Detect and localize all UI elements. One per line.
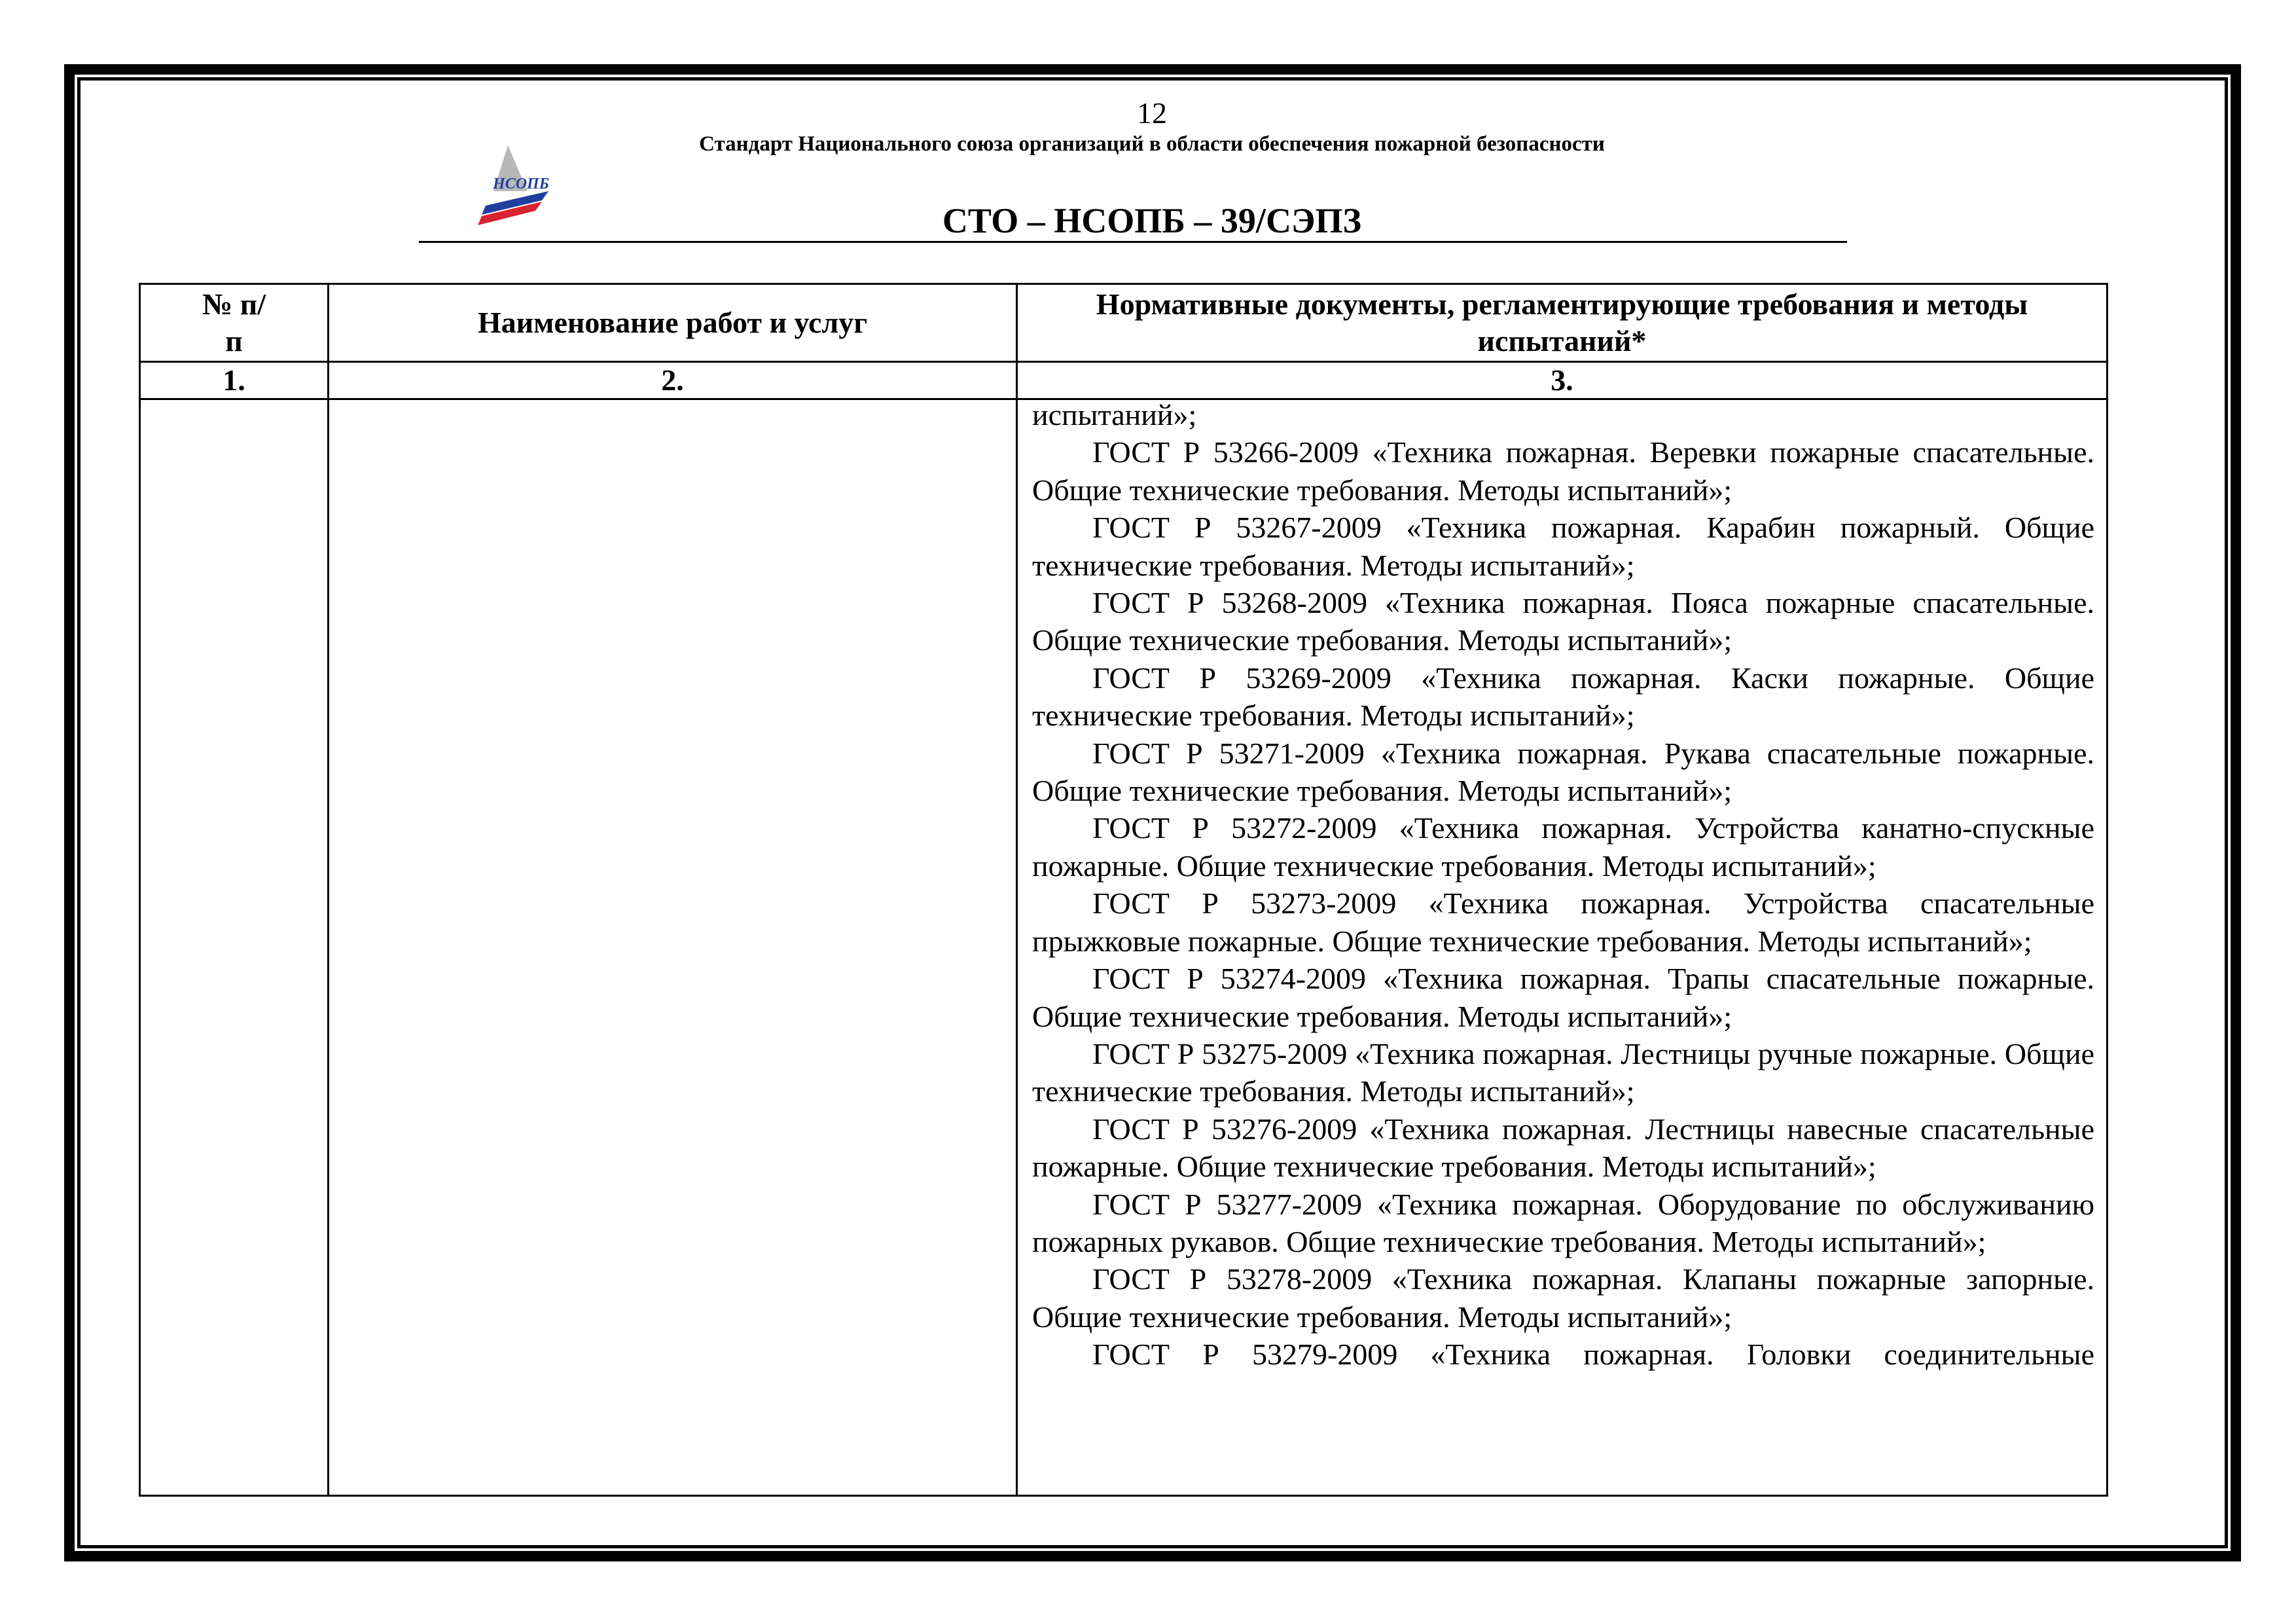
- nsopb-logo: [476, 143, 562, 228]
- column-number-2: 2.: [329, 362, 1017, 399]
- document-entry: ГОСТ Р 53277-2009 «Техника пожарная. Оборудование по обслуживанию пожарных рукавов. Общие технические требования. Методы испытаний»;: [1032, 1187, 2094, 1258]
- organization-title: Стандарт Национального союза организаций в области обеспечения пожарной безопасности: [699, 132, 1605, 156]
- row-work-name-cell: [329, 399, 1017, 1496]
- table-row: [140, 399, 2108, 1496]
- column-number-3: 3.: [1017, 362, 2108, 399]
- document-entry: ГОСТ Р 53276-2009 «Техника пожарная. Лестницы навесные спасательные пожарные. Общие технические требования. Методы испытаний»;: [1032, 1112, 2094, 1184]
- header-normative-docs: Нормативные документы, регламентирующие требования и методы испытаний*: [1017, 284, 2108, 362]
- column-number-1: 1.: [140, 362, 329, 399]
- standards-table: [139, 283, 2108, 1497]
- document-entry: ГОСТ Р 53279-2009 «Техника пожарная. Головки соединительные: [1092, 1338, 2094, 1372]
- document-entry: ГОСТ Р 53278-2009 «Техника пожарная. Клапаны пожарные запорные. Общие технические требования. Методы испытаний»;: [1032, 1262, 2094, 1334]
- header-work-name: Наименование работ и услуг: [329, 284, 1017, 362]
- header-number: № п/п: [140, 284, 329, 362]
- document-entry: ГОСТ Р 53268-2009 «Техника пожарная. Пояса пожарные спасательные. Общие технические требования. Методы испытаний»;: [1032, 586, 2094, 657]
- document-entry: ГОСТ Р 53269-2009 «Техника пожарная. Каски пожарные. Общие технические требования. Методы испытаний»;: [1032, 661, 2094, 733]
- document-entry: ГОСТ Р 53273-2009 «Техника пожарная. Устройства спасательные прыжковые пожарные. Общие технические требования. Методы испытаний»;: [1032, 886, 2094, 958]
- document-entry-continuation: испытаний»;: [1032, 398, 1197, 431]
- document-entry: ГОСТ Р 53267-2009 «Техника пожарная. Карабин пожарный. Общие технические требования. Методы испытаний»;: [1032, 511, 2094, 582]
- column-numbers-row: [140, 362, 2108, 399]
- document-entry: ГОСТ Р 53272-2009 «Техника пожарная. Устройства канатно-спускные пожарные. Общие технические требования. Методы испытаний»;: [1032, 811, 2094, 883]
- document-entry: ГОСТ Р 53266-2009 «Техника пожарная. Веревки пожарные спасательные. Общие технические требования. Методы испытаний»;: [1032, 435, 2094, 507]
- documents-list: [1018, 396, 2106, 1374]
- page-number: 12: [1137, 96, 1167, 130]
- document-entry: ГОСТ Р 53271-2009 «Техника пожарная. Рукава спасательные пожарные. Общие технические требования. Методы испытаний»;: [1032, 736, 2094, 808]
- logo-text: НСОПБ: [493, 175, 549, 192]
- document-entry: ГОСТ Р 53275-2009 «Техника пожарная. Лестницы ручные пожарные. Общие технические требования. Методы испытаний»;: [1032, 1036, 2094, 1108]
- row-documents-cell: [1017, 399, 2108, 1496]
- document-code: СТО – НСОПБ – 39/СЭПЗ: [942, 201, 1362, 240]
- document-entry: ГОСТ Р 53274-2009 «Техника пожарная. Трапы спасательные пожарные. Общие технические требования. Методы испытаний»;: [1032, 962, 2094, 1033]
- row-number-cell: [140, 399, 329, 1496]
- table-header-row: [140, 284, 2108, 362]
- title-underline: [419, 241, 1847, 243]
